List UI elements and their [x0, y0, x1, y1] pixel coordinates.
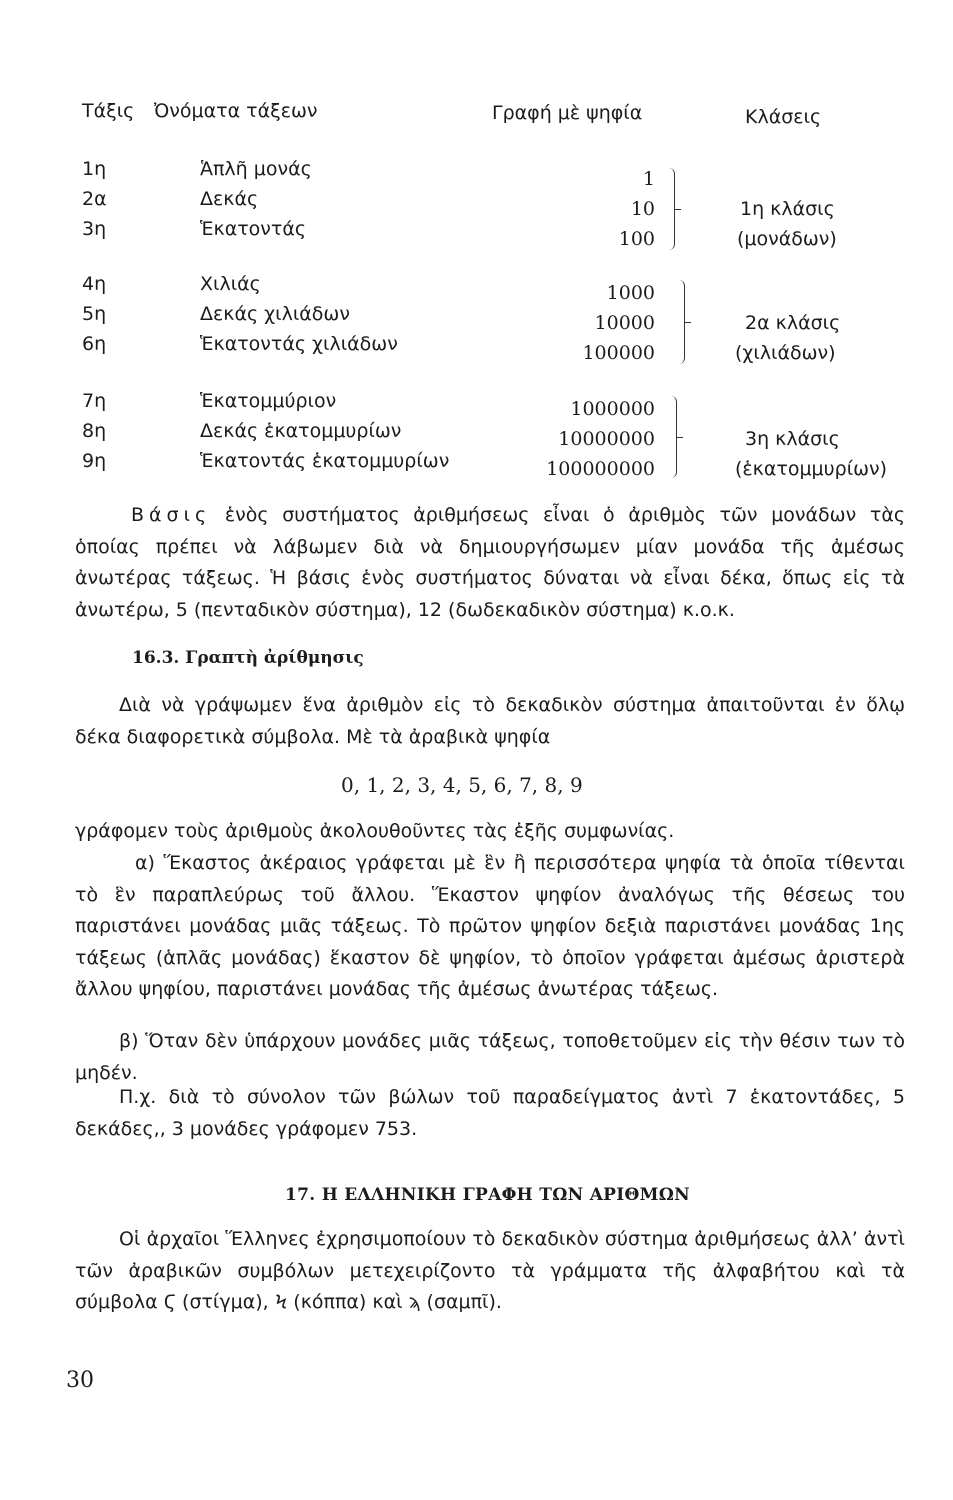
section-17-heading: 17. Η ΕΛΛΗΝΙΚΗ ΓΡΑΦΗ ΤΩΝ ΑΡΙΘΜΩΝ [285, 1185, 691, 1205]
section-17-paragraph: Οἱ ἀρχαῖοι Ἕλληνες ἐχρησιμοποίουν τὸ δεκαδικὸν σύστημα ἀριθμήσεως ἀλλ’ ἀντὶ τῶν ἀραβικῶν συμβόλων μετεχειρίζοντο τὰ γράμματα τῆς ἀλφαβήτου καὶ τὰ σύμβολα Ϛ (στίγμα), Ϟ (κόππα) καὶ ϡ (σαμπῖ). [75, 1228, 905, 1313]
name-cell: Ἑκατοντάς ἑκατομμυρίων [200, 450, 450, 472]
order-cell: 3η [82, 218, 107, 240]
class-label: 2α κλάσις [745, 312, 841, 334]
header-order: Τάξις [82, 100, 135, 122]
class-sub: (ἑκατομμυρίων) [735, 458, 888, 480]
rule-b: β) Ὅταν δὲν ὑπάρχουν μονάδες μιᾶς τάξεως, τοποθετοῦμεν εἰς τὴν θέσιν των τὸ μηδέν. [75, 1030, 905, 1084]
order-cell: 5η [82, 303, 107, 325]
class-brace [678, 280, 685, 364]
class-label: 1η κλάσις [740, 198, 835, 220]
order-cell: 8η [82, 420, 107, 442]
order-cell: 9η [82, 450, 107, 472]
paragraph-intro: Διὰ νὰ γράψωμεν ἕνα ἀριθμὸν εἰς τὸ δεκαδικὸν σύστημα ἀπαιτοῦνται ἐν ὅλῳ δέκα διαφορετικὰ σύμβολα. Μὲ τὰ ἀραβικὰ ψηφία [75, 694, 905, 748]
name-cell: Ἑκατοντάς [200, 218, 307, 240]
digits-cell: 100 [618, 228, 655, 250]
arabic-digits: 0, 1, 2, 3, 4, 5, 6, 7, 8, 9 [341, 773, 583, 797]
order-cell: 2α [82, 188, 107, 210]
order-cell: 6η [82, 333, 107, 355]
name-cell: Δεκάς [200, 188, 259, 210]
header-classes: Κλάσεις [745, 106, 822, 128]
digits-cell: 100000 [582, 342, 655, 364]
class-sub: (μονάδων) [737, 228, 837, 250]
section-heading: 16.3. Γραπτὴ ἀρίθμησις [132, 648, 364, 668]
digits-cell: 100000000 [546, 458, 655, 480]
base-term: Βάσις [131, 504, 212, 526]
name-cell: Δεκάς χιλιάδων [200, 303, 350, 325]
name-cell: Ἑκατοντάς χιλιάδων [200, 333, 398, 355]
digits-cell: 10000000 [558, 428, 655, 450]
rule-a: α) Ἕκαστος ἀκέραιος γράφεται μὲ ἓν ἢ περισσότερα ψηφία τὰ ὁποῖα τίθενται τὸ ἓν παραπλεύρως τοῦ ἄλλου. Ἕκαστον ψηφίον ἀναλόγως τῆς θέσεως του παριστάνει μονάδας μιᾶς τάξεως. Τὸ πρῶτον ψηφίον δεξιὰ παριστάνει μονάδας 1ης τάξεως (ἁπλᾶς μονάδας) ἕκαστον δὲ ψηφίον, τὸ ὁποῖον γράφεται ἀμέσως ἀριστερὰ ἄλλου ψηφίου, παριστάνει μονάδας τῆς ἀμέσως ἀνωτέρας τάξεως. [75, 852, 905, 1000]
name-cell: Ἁπλῆ μονάς [200, 158, 312, 180]
digits-cell: 1000000 [570, 398, 655, 420]
class-brace [670, 396, 677, 478]
base-paragraph: Βάσις ἑνὸς συστήματος ἀριθμήσεως εἶναι ὁ ἀριθμὸς τῶν μονάδων τὰς ὁποίας πρέπει νὰ λάβωμεν διὰ νὰ δημιουργήσωμεν μίαν μονάδα τῆς ἀμέσως ἀνωτέρας τάξεως. Ἡ βάσις ἑνὸς συστήματος δύναται νὰ εἶναι δέκα, ὅπως εἰς τὰ ἀνωτέρω, 5 (πενταδικὸν σύστημα), 12 (δωδεκαδικὸν σύστημα) κ.ο.κ. [75, 504, 905, 621]
order-cell: 4η [82, 273, 107, 295]
order-cell: 7η [82, 390, 107, 412]
name-cell: Ἑκατομμύριον [200, 390, 337, 412]
header-digits: Γραφή μὲ ψηφία [492, 102, 643, 124]
digits-cell: 10 [630, 198, 655, 220]
digits-cell: 1000 [606, 282, 655, 304]
class-label: 3η κλάσις [745, 428, 840, 450]
order-cell: 1η [82, 158, 107, 180]
digits-cell: 10000 [594, 312, 655, 334]
name-cell: Χιλιάς [200, 273, 261, 295]
class-sub: (χιλιάδων) [735, 342, 836, 364]
page-number: 30 [66, 1368, 94, 1393]
class-brace [668, 168, 675, 250]
header-names: Ὀνόματα τάξεων [154, 100, 318, 122]
name-cell: Δεκάς ἑκατομμυρίων [200, 420, 402, 442]
example: Π.χ. διὰ τὸ σύνολον τῶν βώλων τοῦ παραδείγματος ἀντὶ 7 ἑκατοντάδες, 5 δεκάδες,, 3 μονάδες γράφομεν 753. [75, 1086, 905, 1140]
paragraph-conventions: γράφομεν τοὺς ἀριθμοὺς ἀκολουθοῦντες τὰς ἑξῆς συμφωνίας. [75, 820, 675, 842]
digits-cell: 1 [642, 168, 655, 190]
